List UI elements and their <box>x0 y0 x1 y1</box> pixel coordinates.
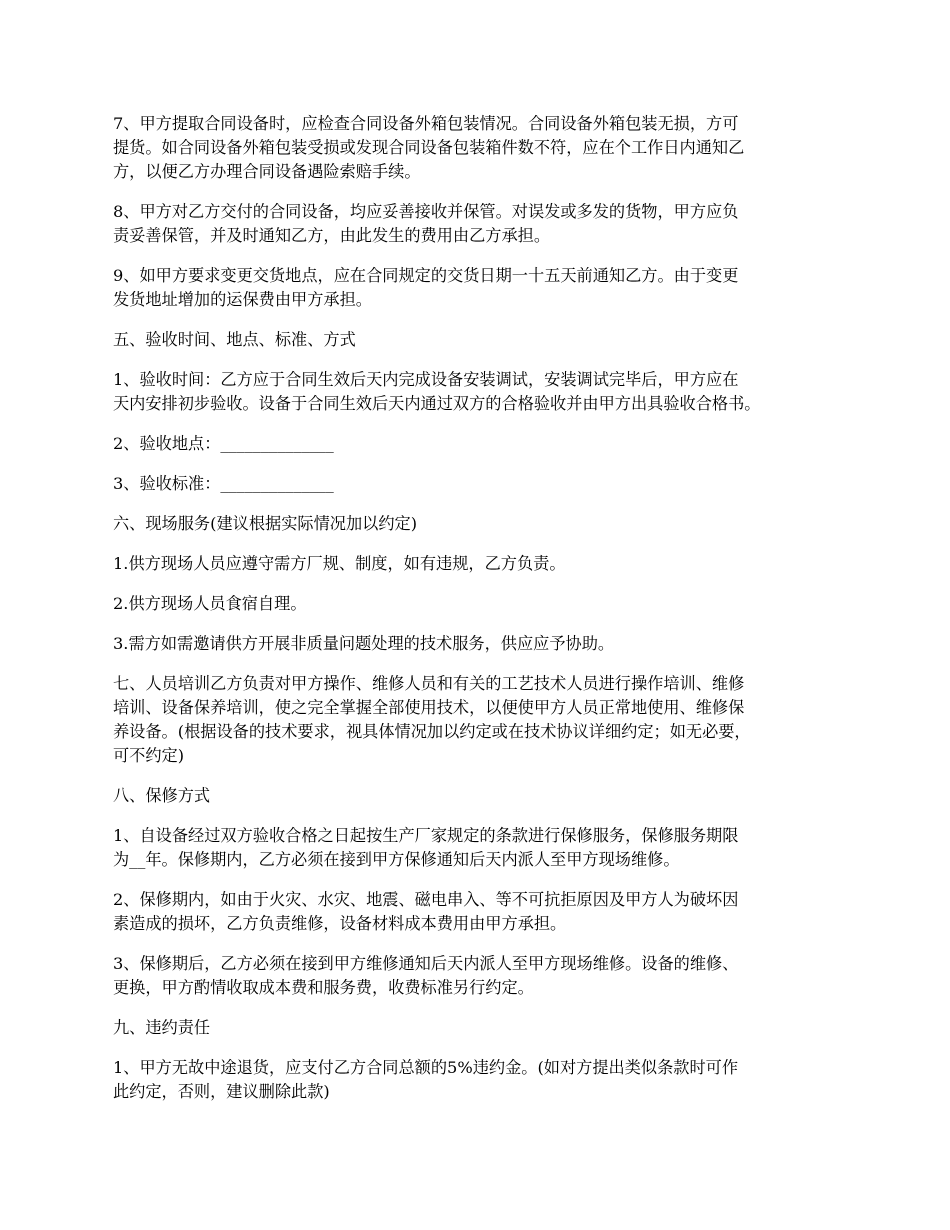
paragraph <box>113 368 841 416</box>
text-line: 九、违约责任 <box>113 1018 211 1037</box>
paragraph <box>113 200 841 248</box>
text-line: 八、保修方式 <box>113 786 211 805</box>
text-line: 责妥善保管，并及时通知乙方，由此发生的费用由乙方承担。 <box>113 226 551 245</box>
paragraph <box>113 784 841 808</box>
text-line: 3.需方如需邀请供方开展非质量问题处理的技术服务，供应应予协助。 <box>113 634 615 653</box>
text-line: 7、甲方提取合同设备时，应检查合同设备外箱包装情况。合同设备外箱包装无损，方可 <box>113 114 739 133</box>
text-line: 六、现场服务(建议根据实际情况加以约定) <box>113 514 418 533</box>
text-line: 五、验收时间、地点、标准、方式 <box>113 330 356 349</box>
text-line: 此约定，否则，建议删除此款) <box>113 1082 330 1101</box>
text-line: 3、保修期后，乙方必须在接到甲方维修通知后天内派人至甲方现场维修。设备的维修、 <box>113 954 739 973</box>
text-line: 2、保修期内，如由于火灾、水灾、地震、磁电串入、等不可抗拒原因及甲方人为破坏因 <box>113 890 739 909</box>
text-line: 1、验收时间：乙方应于合同生效后天内完成设备安装调试，安装调试完毕后，甲方应在 <box>113 370 739 389</box>
paragraph <box>113 552 841 576</box>
text-line: 更换，甲方酌情收取成本费和服务费，收费标准另行约定。 <box>113 978 534 997</box>
text-line: 发货地址增加的运保费由甲方承担。 <box>113 290 372 309</box>
text-line: 天内安排初步验收。设备于合同生效后天内通过双方的合格验收并由甲方出具验收合格书。 <box>113 394 761 413</box>
text-line: 3、验收标准：______________ <box>113 474 334 493</box>
paragraph <box>113 1016 841 1040</box>
paragraph <box>113 432 841 456</box>
text-line: 1.供方现场人员应遵守需方厂规、制度，如有违规，乙方负责。 <box>113 554 566 573</box>
text-line: 1、甲方无故中途退货，应支付乙方合同总额的5%违约金。(如对方提出类似条款时可作 <box>113 1058 739 1077</box>
text-line: 提货。如合同设备外箱包装受损或发现合同设备包装箱件数不符，应在个工作日内通知乙 <box>113 138 745 157</box>
paragraph <box>113 328 841 352</box>
text-line: 8、甲方对乙方交付的合同设备，均应妥善接收并保管。对误发或多发的货物，甲方应负 <box>113 202 739 221</box>
document-page <box>113 112 841 1120</box>
text-line: 1、自设备经过双方验收合格之日起按生产厂家规定的条款进行保修服务，保修服务期限 <box>113 826 739 845</box>
paragraph <box>113 824 841 872</box>
text-line: 七、人员培训乙方负责对甲方操作、维修人员和有关的工艺技术人员进行操作培训、维修 <box>113 674 745 693</box>
text-line: 方，以便乙方办理合同设备遇险索赔手续。 <box>113 162 421 181</box>
paragraph <box>113 888 841 936</box>
paragraph <box>113 112 841 184</box>
text-line: 养设备。(根据设备的技术要求，视具体情况加以约定或在技术协议详细约定；如无必要， <box>113 722 751 741</box>
paragraph <box>113 472 841 496</box>
text-line: 素造成的损坏，乙方负责维修，设备材料成本费用由甲方承担。 <box>113 914 567 933</box>
paragraph <box>113 632 841 656</box>
paragraph <box>113 512 841 536</box>
text-line: 2.供方现场人员食宿自理。 <box>113 594 307 613</box>
paragraph <box>113 264 841 312</box>
text-line: 培训、设备保养培训，使之完全掌握全部使用技术，以便使甲方人员正常地使用、维修保 <box>113 698 745 717</box>
paragraph <box>113 1056 841 1104</box>
text-line: 可不约定) <box>113 746 185 765</box>
paragraph <box>113 952 841 1000</box>
text-line: 为__年。保修期内，乙方必须在接到甲方保修通知后天内派人至甲方现场维修。 <box>113 850 680 869</box>
text-line: 2、验收地点：______________ <box>113 434 334 453</box>
text-line: 9、如甲方要求变更交货地点，应在合同规定的交货日期一十五天前通知乙方。由于变更 <box>113 266 739 285</box>
paragraph <box>113 672 841 768</box>
paragraph <box>113 592 841 616</box>
